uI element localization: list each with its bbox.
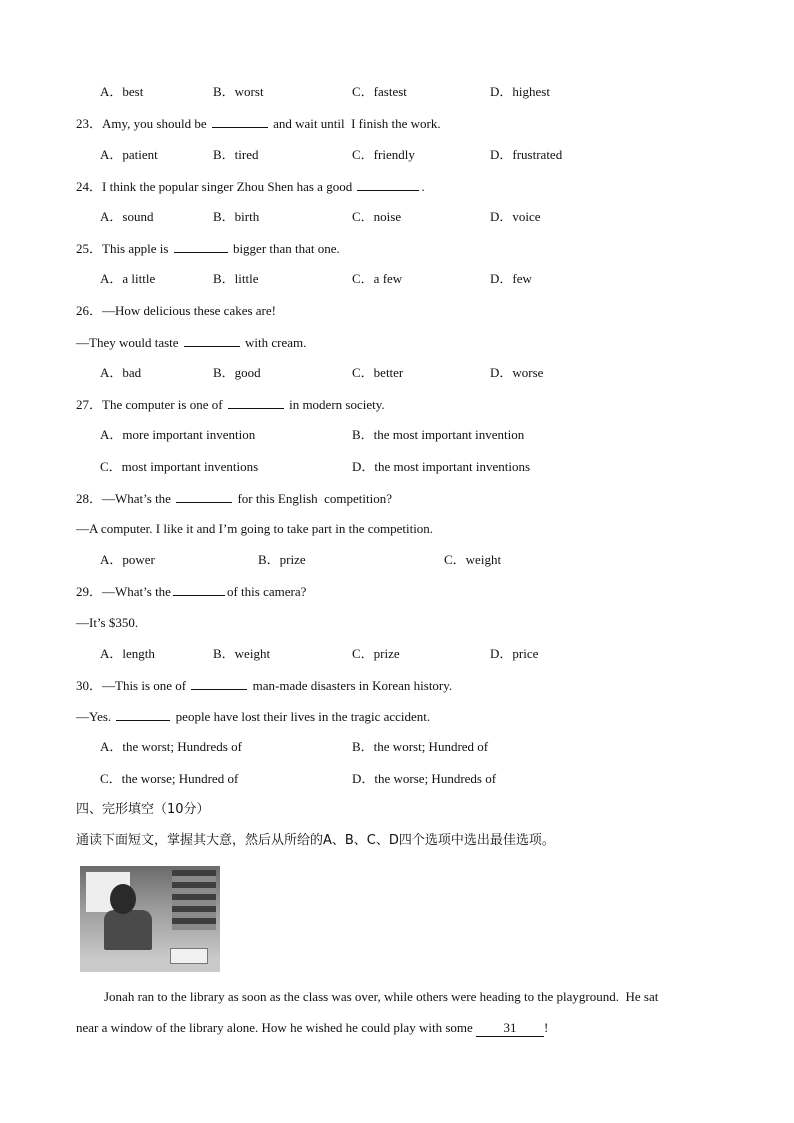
passage-line-1: Jonah ran to the library as soon as the class was over, while others were heading to the playground. He sat <box>104 989 659 1004</box>
q30-option-d: D．the worse; Hundreds of <box>352 771 497 786</box>
q24-option-a: A．sound <box>100 209 154 224</box>
q27-option-a: A．more important invention <box>100 427 256 442</box>
q25-option-c: C．a few <box>352 271 403 286</box>
q30-blank-2 <box>116 708 170 721</box>
q29-stem-line2: —It’s $350. <box>76 615 139 630</box>
q28-stem-pre: 28．—What’s the <box>76 491 171 506</box>
q29-option-c: C．prize <box>352 646 400 661</box>
q26-stem-line2 <box>76 334 306 351</box>
passage-line-2-pre: near a window of the library alone. How he wished he could play with some <box>76 1020 473 1035</box>
q25-option-a: A．a little <box>100 271 156 286</box>
q24-option-d: D．voice <box>490 209 541 224</box>
q30-stem-line2 <box>76 708 430 725</box>
q30-option-a: A．the worst; Hundreds of <box>100 739 242 754</box>
q25-option-d: D．few <box>490 271 532 286</box>
q27-blank <box>228 396 284 409</box>
q26-option-d: D．worse <box>490 365 544 380</box>
section-instruction: 通读下面短文，掌握其大意，然后从所给的A、B、C、D四个选项中选出最佳选项。 <box>76 833 555 848</box>
q24-option-c: C．noise <box>352 209 402 224</box>
q23-option-a: A．patient <box>100 147 158 162</box>
q23-stem-post: and wait until I finish the work. <box>273 116 441 131</box>
q28-option-a: A．power <box>100 552 155 567</box>
q22-option-c: C．fastest <box>352 84 407 99</box>
q28-option-c: C．weight <box>444 552 502 567</box>
q27-option-c: C．most important inventions <box>100 459 259 474</box>
q25-blank <box>174 240 228 253</box>
q30-stem-post: man-made disasters in Korean history. <box>252 678 453 693</box>
q23-stem-pre: 23．Amy, you should be <box>76 116 207 131</box>
q29-option-a: A．length <box>100 646 155 661</box>
q30-blank-1 <box>191 677 247 690</box>
photo-boy-head <box>110 884 136 914</box>
q30-stem-pre2: —Yes. <box>76 709 112 724</box>
q29-stem-pre: 29．—What’s the <box>76 584 171 599</box>
q29-stem-post: of this camera? <box>226 584 307 599</box>
q24-stem-pre: 24．I think the popular singer Zhou Shen has a good <box>76 179 353 194</box>
q26-stem-pre: —They would taste <box>76 335 179 350</box>
q27-option-d: D．the most important inventions <box>352 459 531 474</box>
q23-option-d: D．frustrated <box>490 147 563 162</box>
q30-option-b: B．the worst; Hundred of <box>352 739 489 754</box>
q30-stem-pre: 30．—This is one of <box>76 678 187 693</box>
q28-stem <box>76 490 392 507</box>
q29-blank <box>173 583 225 596</box>
q23-option-b: B．tired <box>213 147 259 162</box>
section-title: 四、完形填空（10分） <box>76 802 210 817</box>
passage-line-2 <box>76 1020 548 1037</box>
q28-option-b: B．prize <box>258 552 306 567</box>
q25-stem-pre: 25．This apple is <box>76 241 169 256</box>
q24-blank <box>357 178 419 191</box>
q23-stem <box>76 115 441 132</box>
q24-stem <box>76 178 425 195</box>
q26-blank <box>184 334 240 347</box>
q29-option-d: D．price <box>490 646 539 661</box>
q23-blank <box>212 115 268 128</box>
passage-line-2-post: ! <box>544 1020 549 1035</box>
q29-stem <box>76 583 306 600</box>
q27-stem-pre: 27．The computer is one of <box>76 397 223 412</box>
q30-stem-post2: people have lost their lives in the tragic accident. <box>175 709 431 724</box>
q22-option-a: A．best <box>100 84 144 99</box>
passage-blank-31: 31 <box>476 1020 544 1037</box>
q24-option-b: B．birth <box>213 209 260 224</box>
q23-option-c: C．friendly <box>352 147 415 162</box>
q28-stem-line2: —A computer. I like it and I’m going to take part in the competition. <box>76 521 434 536</box>
q25-option-b: B．little <box>213 271 259 286</box>
q26-option-c: C．better <box>352 365 404 380</box>
q30-option-c: C．the worse; Hundred of <box>100 771 239 786</box>
q30-stem <box>76 677 452 694</box>
q25-stem <box>76 240 340 257</box>
passage-photo <box>80 866 220 972</box>
q27-stem <box>76 396 385 413</box>
q29-option-b: B．weight <box>213 646 271 661</box>
q26-option-b: B．good <box>213 365 261 380</box>
photo-book <box>170 948 208 964</box>
photo-bookshelf <box>172 870 216 930</box>
q27-stem-post: in modern society. <box>289 397 385 412</box>
q22-option-d: D．highest <box>490 84 550 99</box>
q28-stem-post: for this English competition? <box>237 491 393 506</box>
q26-stem-line1: 26．—How delicious these cakes are! <box>76 303 276 318</box>
q27-option-b: B．the most important invention <box>352 427 525 442</box>
photo-boy-body <box>104 910 152 950</box>
q26-stem-post: with cream. <box>245 335 307 350</box>
q24-stem-post: . <box>421 179 425 194</box>
q25-stem-post: bigger than that one. <box>232 241 340 256</box>
q28-blank <box>176 490 232 503</box>
q22-option-b: B．worst <box>213 84 264 99</box>
q26-option-a: A．bad <box>100 365 142 380</box>
